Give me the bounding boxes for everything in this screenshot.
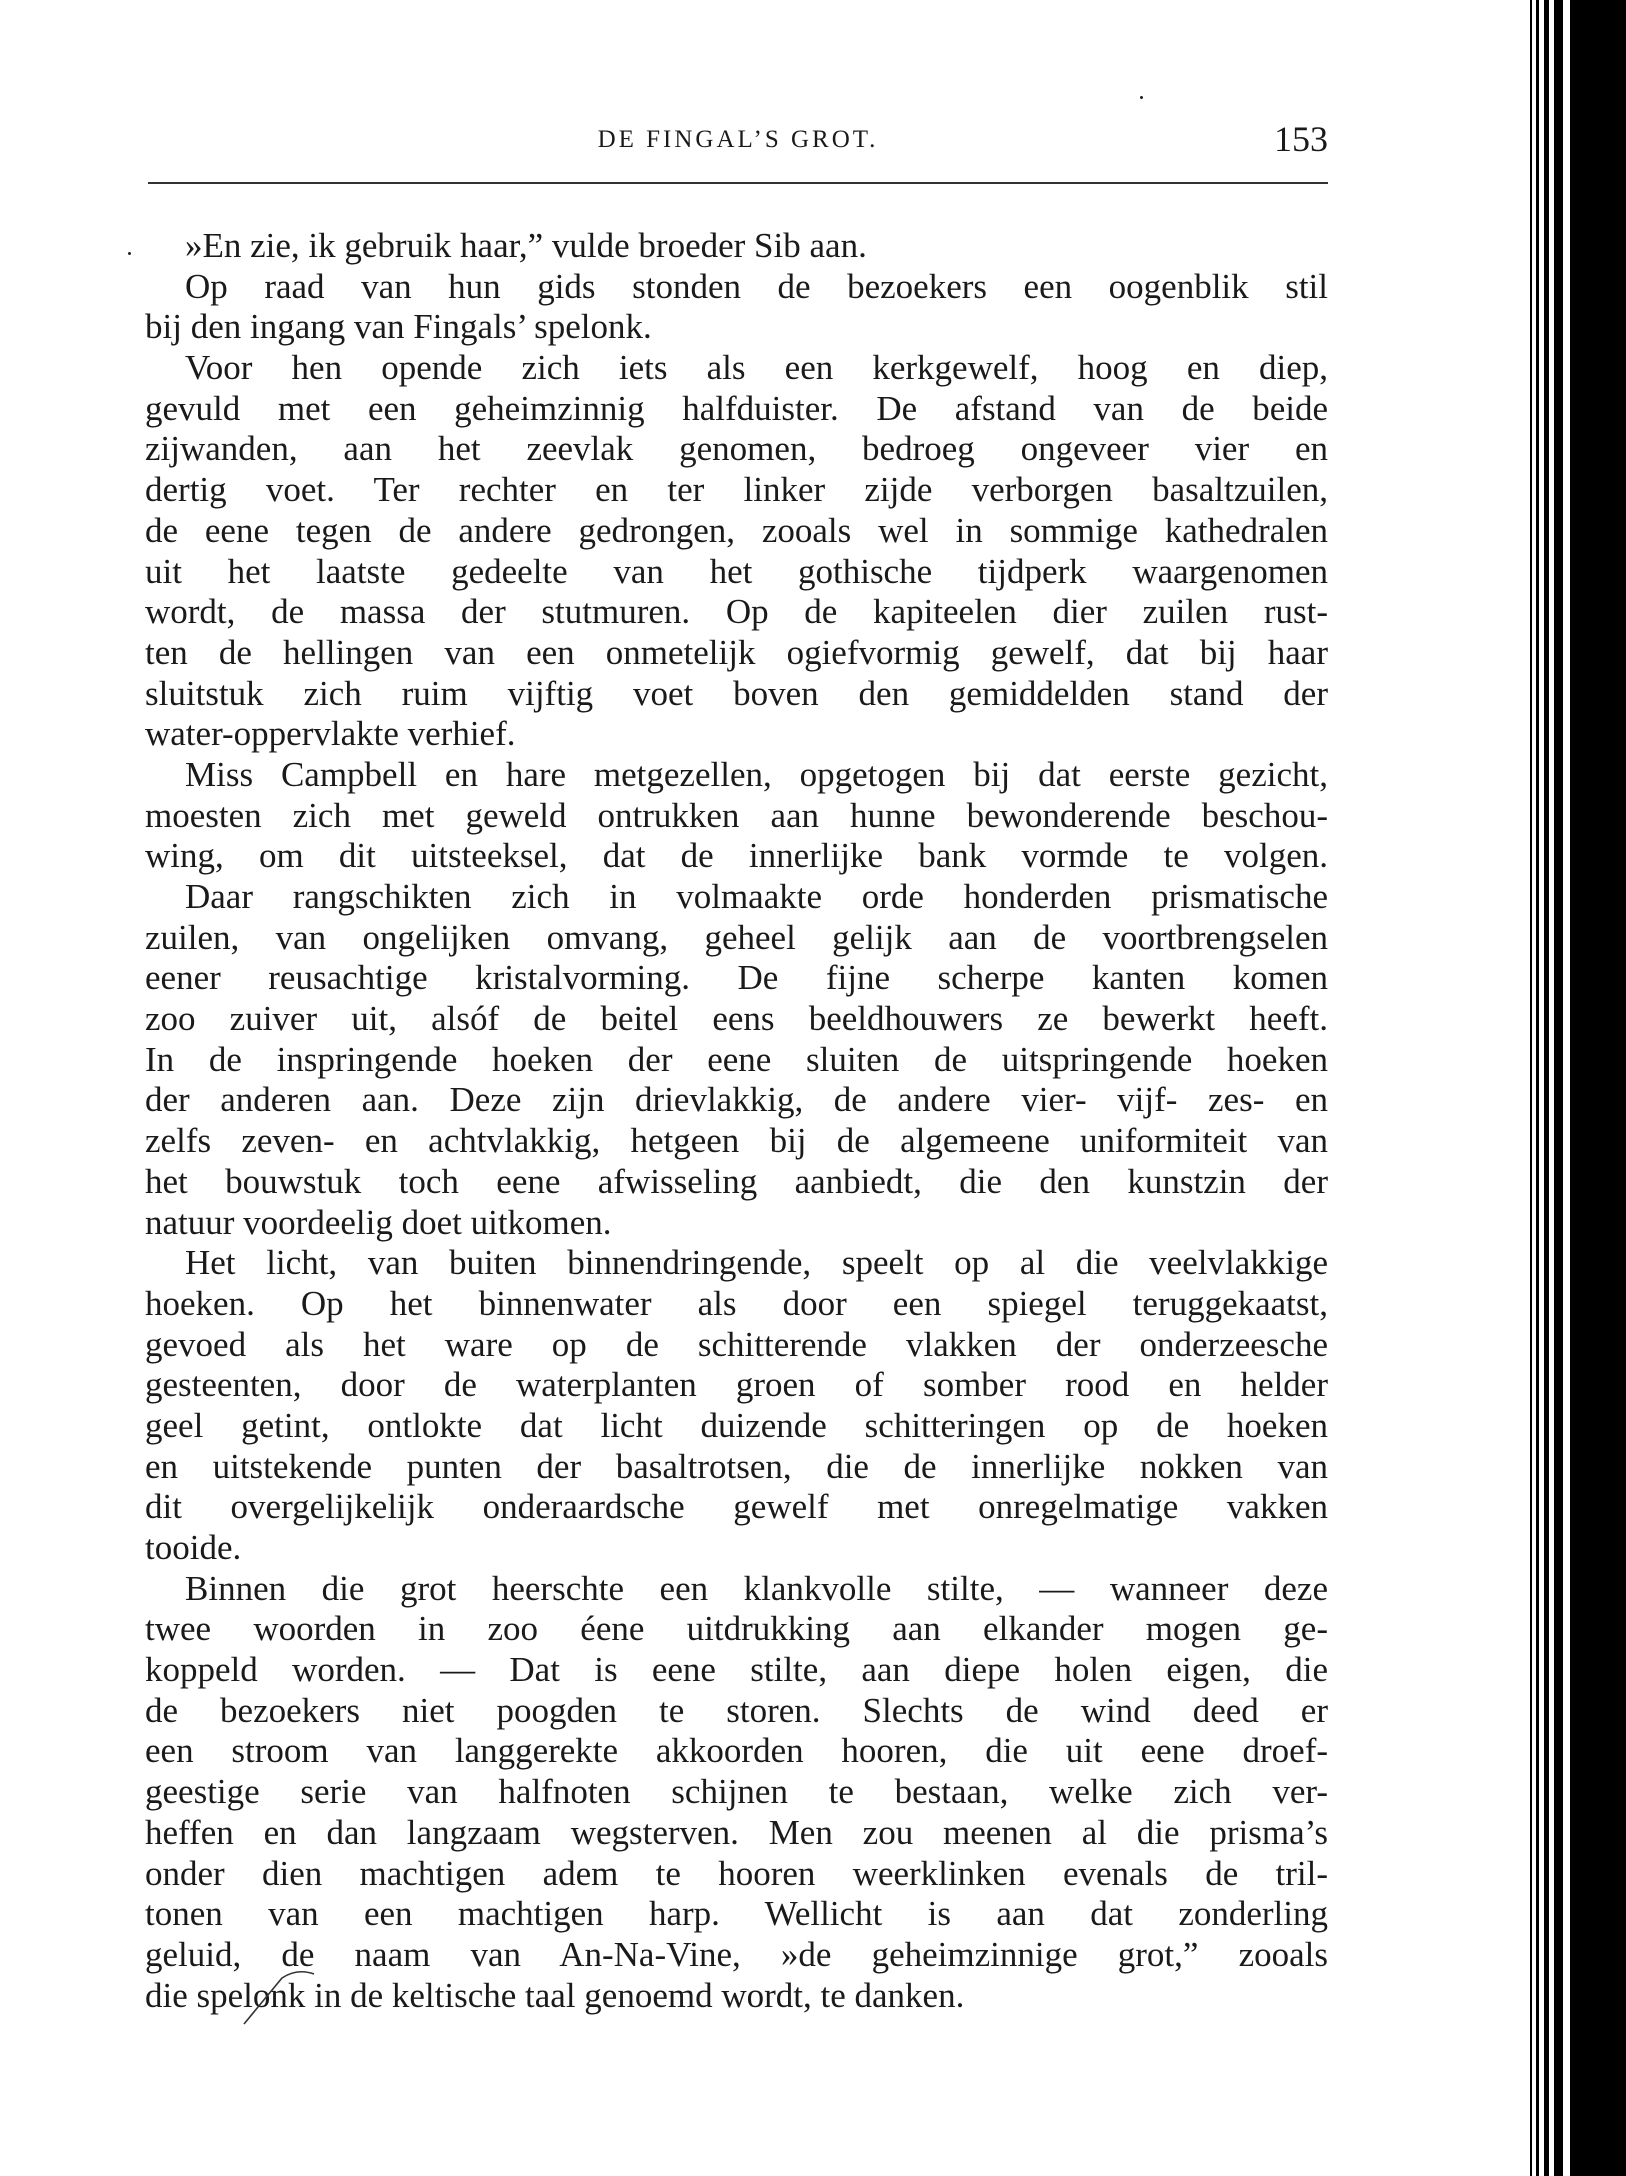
text-line: dertig voet. Ter rechter en ter linker zijde verborgen basaltzuilen,: [145, 470, 1328, 510]
text-line: ten de hellingen van een onmetelijk ogiefvormig gewelf, dat bij haar: [145, 632, 1328, 672]
pen-stroke-mark: [242, 1966, 322, 2026]
page-number: 153: [1274, 119, 1328, 159]
binding-edge: [1530, 0, 1626, 2176]
text-line: natuur voordeelig doet uitkomen.: [145, 1202, 612, 1242]
text-line: Binnen die grot heerschte een klankvolle stilte, — wanneer deze: [185, 1568, 1328, 1608]
stray-mark: [128, 252, 131, 255]
text-line: wordt, de massa der stutmuren. Op de kapiteelen dier zuilen rust-: [145, 592, 1328, 632]
text-line: Miss Campbell en hare metgezellen, opgetogen bij dat eerste gezicht,: [185, 754, 1328, 794]
text-line: geluid, de naam van An-Na-Vine, »de geheimzinnige grot,” zooals: [145, 1934, 1328, 1974]
text-line: een stroom van langgerekte akkoorden hooren, die uit eene droef-: [145, 1731, 1328, 1771]
text-line: gevuld met een geheimzinnig halfduister. De afstand van de beide: [145, 388, 1328, 428]
text-line: geel getint, ontlokte dat licht duizende schitteringen op de hoeken: [145, 1405, 1328, 1445]
running-title: DE FINGAL’S GROT.: [597, 126, 879, 153]
text-line: bij den ingang van Fingals’ spelonk.: [145, 307, 652, 347]
text-line: eener reusachtige kristalvorming. De fijne scherpe kanten komen: [145, 958, 1328, 998]
text-line: gevoed als het ware op de schitterende vlakken der onderzeesche: [145, 1324, 1328, 1364]
text-line: water-oppervlakte verhief.: [145, 714, 516, 754]
text-line: heffen en dan langzaam wegsterven. Men zou meenen al die prisma’s: [145, 1812, 1328, 1852]
running-head: [148, 118, 1328, 168]
text-line: zijwanden, aan het zeevlak genomen, bedroeg ongeveer vier en: [145, 429, 1328, 469]
header-rule: [148, 182, 1328, 184]
text-line: geestige serie van halfnoten schijnen te bestaan, welke zich ver-: [145, 1772, 1328, 1812]
text-line: zelfs zeven- en achtvlakkig, hetgeen bij de algemeene uniformiteit van: [145, 1121, 1328, 1161]
text-line: dit overgelijkelijk onderaardsche gewelf met onregelmatige vakken: [145, 1487, 1328, 1527]
text-line: twee woorden in zoo éene uitdrukking aan elkander mogen ge-: [145, 1609, 1328, 1649]
text-line: der anderen aan. Deze zijn drievlakkig, de andere vier- vijf- zes- en: [145, 1080, 1328, 1120]
text-line: de bezoekers niet poogden te storen. Slechts de wind deed er: [145, 1690, 1328, 1730]
text-line: wing, om dit uitsteeksel, dat de innerlijke bank vormde te volgen.: [145, 836, 1328, 876]
text-line: sluitstuk zich ruim vijftig voet boven den gemiddelden stand der: [145, 673, 1328, 713]
text-line: Daar rangschikten zich in volmaakte orde honderden prismatische: [185, 877, 1328, 916]
stray-mark: [1140, 96, 1143, 99]
text-line: In de inspringende hoeken der eene sluiten de uitspringende hoeken: [145, 1039, 1328, 1079]
text-line: die spelonk in de keltische taal genoemd wordt, te danken.: [145, 1975, 965, 2015]
body-text: [145, 226, 1328, 2016]
text-line: en uitstekende punten der basaltrotsen, die de innerlijke nokken van: [145, 1446, 1328, 1486]
text-line: Op raad van hun gids stonden de bezoekers een oogenblik stil: [185, 266, 1328, 306]
text-line: Voor hen opende zich iets als een kerkgewelf, hoog en diep,: [185, 348, 1328, 388]
text-line: »En zie, ik gebruik haar,” vulde broeder Sib aan.: [185, 226, 867, 265]
text-line: gesteenten, door de waterplanten groen of somber rood en helder: [145, 1365, 1328, 1405]
text-line: koppeld worden. — Dat is eene stilte, aan diepe holen eigen, die: [145, 1650, 1328, 1690]
text-line: Het licht, van buiten binnendringende, speelt op al die veelvlakkige: [185, 1243, 1328, 1283]
text-line: uit het laatste gedeelte van het gothische tijdperk waargenomen: [145, 551, 1328, 591]
text-line: moesten zich met geweld ontrukken aan hunne bewonderende beschou-: [145, 795, 1328, 835]
text-line: tonen van een machtigen harp. Wellicht is aan dat zonderling: [145, 1894, 1328, 1934]
text-line: onder dien machtigen adem te hooren weerklinken evenals de tril-: [145, 1853, 1328, 1893]
text-line: tooide.: [145, 1528, 242, 1567]
text-line: het bouwstuk toch eene afwisseling aanbiedt, die den kunstzin der: [145, 1161, 1328, 1201]
text-line: de eene tegen de andere gedrongen, zooals wel in sommige kathedralen: [145, 510, 1328, 550]
text-line: zuilen, van ongelijken omvang, geheel gelijk aan de voortbrengselen: [145, 917, 1328, 957]
text-line: hoeken. Op het binnenwater als door een spiegel teruggekaatst,: [145, 1283, 1328, 1323]
text-line: zoo zuiver uit, alsóf de beitel eens beeldhouwers ze bewerkt heeft.: [145, 999, 1328, 1039]
